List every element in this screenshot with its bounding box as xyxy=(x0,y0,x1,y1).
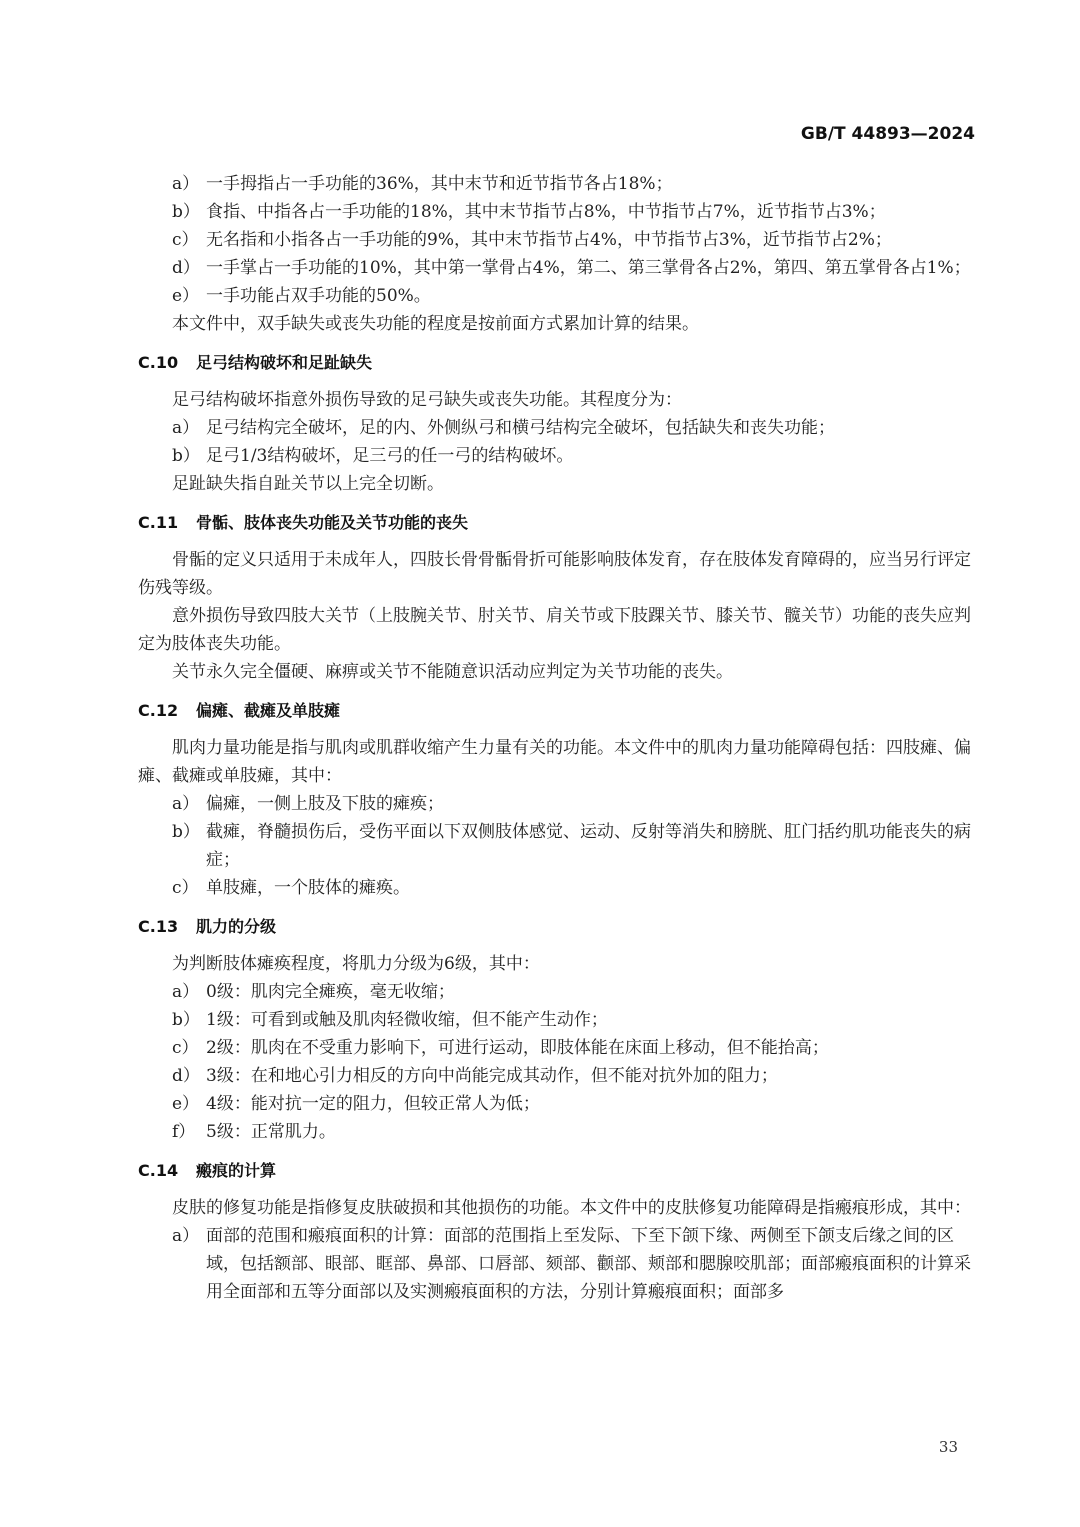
list-item xyxy=(138,818,978,874)
list-item-text: 1级：可看到或触及肌肉轻微收缩，但不能产生动作； xyxy=(206,1010,608,1030)
list-marker: f） xyxy=(172,1122,196,1142)
list-item xyxy=(138,442,978,470)
section-heading xyxy=(138,349,978,377)
section-number: C.13 xyxy=(138,917,179,936)
list-item-text: 足弓1/3结构破坏，足三弓的任一弓的结构破坏。 xyxy=(206,446,574,466)
list-item-text: 偏瘫，一侧上肢及下肢的瘫痪； xyxy=(206,794,444,814)
section-heading xyxy=(138,509,978,537)
section-title: 偏瘫、截瘫及单肢瘫 xyxy=(196,701,341,720)
list-item xyxy=(138,282,978,310)
paragraph: 关节永久完全僵硬、麻痹或关节不能随意识活动应判定为关节功能的丧失。 xyxy=(172,662,733,682)
paragraph: 为判断肢体瘫痪程度，将肌力分级为6级，其中： xyxy=(172,954,540,974)
list-marker: a） xyxy=(172,794,200,814)
section-title: 足弓结构破坏和足趾缺失 xyxy=(196,353,373,372)
page-number: 33 xyxy=(938,1438,958,1456)
list-item xyxy=(138,1034,978,1062)
list-marker: a） xyxy=(172,174,200,194)
list-item-text: 足弓结构完全破坏，足的内、外侧纵弓和横弓结构完全破坏，包括缺失和丧失功能； xyxy=(206,418,835,438)
section-number: C.12 xyxy=(138,701,179,720)
section-title: 瘢痕的计算 xyxy=(196,1161,277,1180)
section-heading xyxy=(138,1157,978,1185)
list-item xyxy=(138,226,978,254)
list-item xyxy=(138,1118,978,1146)
list-item-text: 单肢瘫，一个肢体的瘫痪。 xyxy=(206,878,410,898)
list-item xyxy=(138,414,978,442)
list-marker: c） xyxy=(172,878,199,898)
list-item xyxy=(138,198,978,226)
list-item xyxy=(138,170,978,198)
list-marker: b） xyxy=(172,822,200,842)
list-marker: d） xyxy=(172,258,200,278)
list-item-text: 5级：正常肌力。 xyxy=(206,1122,336,1142)
section-number: C.11 xyxy=(138,513,179,532)
list-marker: b） xyxy=(172,446,200,466)
list-marker: d） xyxy=(172,1066,200,1086)
list-item-text: 面部的范围和瘢痕面积的计算：面部的范围指上至发际、下至下颌下缘、两侧至下颌支后缘之间的区域，包括额部、眼部、眶部、鼻部、口唇部、颏部、颧部、颊部和腮腺咬肌部；面部瘢痕面积的计算采用全面部和五等分面部以及实测瘢痕面积的方法，分别计算瘢痕面积；面部多 xyxy=(206,1226,971,1302)
paragraph: 骨骺的定义只适用于未成年人，四肢长骨骨骺骨折可能影响肢体发育，存在肢体发育障碍的，应当另行评定伤残等级。 xyxy=(138,550,971,598)
list-item-text: 一手拇指占一手功能的36%，其中末节和近节指节各占18%； xyxy=(206,174,673,194)
paragraph: 足趾缺失指自趾关节以上完全切断。 xyxy=(172,474,444,494)
list-item-text: 截瘫，脊髓损伤后，受伤平面以下双侧肢体感觉、运动、反射等消失和膀胱、肛门括约肌功能丧失的病症； xyxy=(206,822,971,870)
section-number: C.14 xyxy=(138,1161,179,1180)
list-item xyxy=(138,978,978,1006)
list-item-text: 4级：能对抗一定的阻力，但较正常人为低； xyxy=(206,1094,540,1114)
list-item-text: 0级：肌肉完全瘫痪，毫无收缩； xyxy=(206,982,455,1002)
list-item-text: 无名指和小指各占一手功能的9%，其中末节指节占4%，中节指节占3%，近节指节占2%； xyxy=(206,230,892,250)
paragraph: 意外损伤导致四肢大关节（上肢腕关节、肘关节、肩关节或下肢踝关节、膝关节、髋关节）功能的丧失应判定为肢体丧失功能。 xyxy=(138,606,971,654)
list-marker: c） xyxy=(172,230,199,250)
list-item xyxy=(138,254,978,282)
list-item-text: 食指、中指各占一手功能的18%，其中末节指节占8%，中节指节占7%，近节指节占3%； xyxy=(206,202,886,222)
section-title: 肌力的分级 xyxy=(196,917,277,936)
list-item-text: 一手功能占双手功能的50%。 xyxy=(206,286,431,306)
list-marker: e） xyxy=(172,1094,200,1114)
document-body xyxy=(138,170,978,1306)
list-item xyxy=(138,1090,978,1118)
paragraph: 本文件中，双手缺失或丧失功能的程度是按前面方式累加计算的结果。 xyxy=(172,314,699,334)
list-marker: e） xyxy=(172,286,200,306)
paragraph: 皮肤的修复功能是指修复皮肤破损和其他损伤的功能。本文件中的皮肤修复功能障碍是指瘢痕形成，其中： xyxy=(172,1198,971,1218)
list-item-text: 一手掌占一手功能的10%，其中第一掌骨占4%，第二、第三掌骨各占2%，第四、第五掌骨各占1%； xyxy=(206,258,971,278)
list-item-text: 2级：肌肉在不受重力影响下，可进行运动，即肢体能在床面上移动，但不能抬高； xyxy=(206,1038,829,1058)
list-item xyxy=(138,1006,978,1034)
section-number: C.10 xyxy=(138,353,179,372)
list-marker: a） xyxy=(172,418,200,438)
list-marker: a） xyxy=(172,982,200,1002)
list-marker: a） xyxy=(172,1226,200,1246)
list-item xyxy=(138,1222,978,1306)
list-marker: b） xyxy=(172,1010,200,1030)
section-heading xyxy=(138,697,978,725)
list-item xyxy=(138,790,978,818)
section-heading xyxy=(138,913,978,941)
list-marker: c） xyxy=(172,1038,199,1058)
paragraph: 肌肉力量功能是指与肌肉或肌群收缩产生力量有关的功能。本文件中的肌肉力量功能障碍包括：四肢瘫、偏瘫、截瘫或单肢瘫，其中： xyxy=(138,738,971,786)
list-item xyxy=(138,874,978,902)
list-item-text: 3级：在和地心引力相反的方向中尚能完成其动作，但不能对抗外加的阻力； xyxy=(206,1066,778,1086)
section-title: 骨骺、肢体丧失功能及关节功能的丧失 xyxy=(196,513,469,532)
list-item xyxy=(138,1062,978,1090)
document-id: GB/T 44893—2024 xyxy=(800,124,975,144)
list-marker: b） xyxy=(172,202,200,222)
paragraph: 足弓结构破坏指意外损伤导致的足弓缺失或丧失功能。其程度分为： xyxy=(172,390,682,410)
